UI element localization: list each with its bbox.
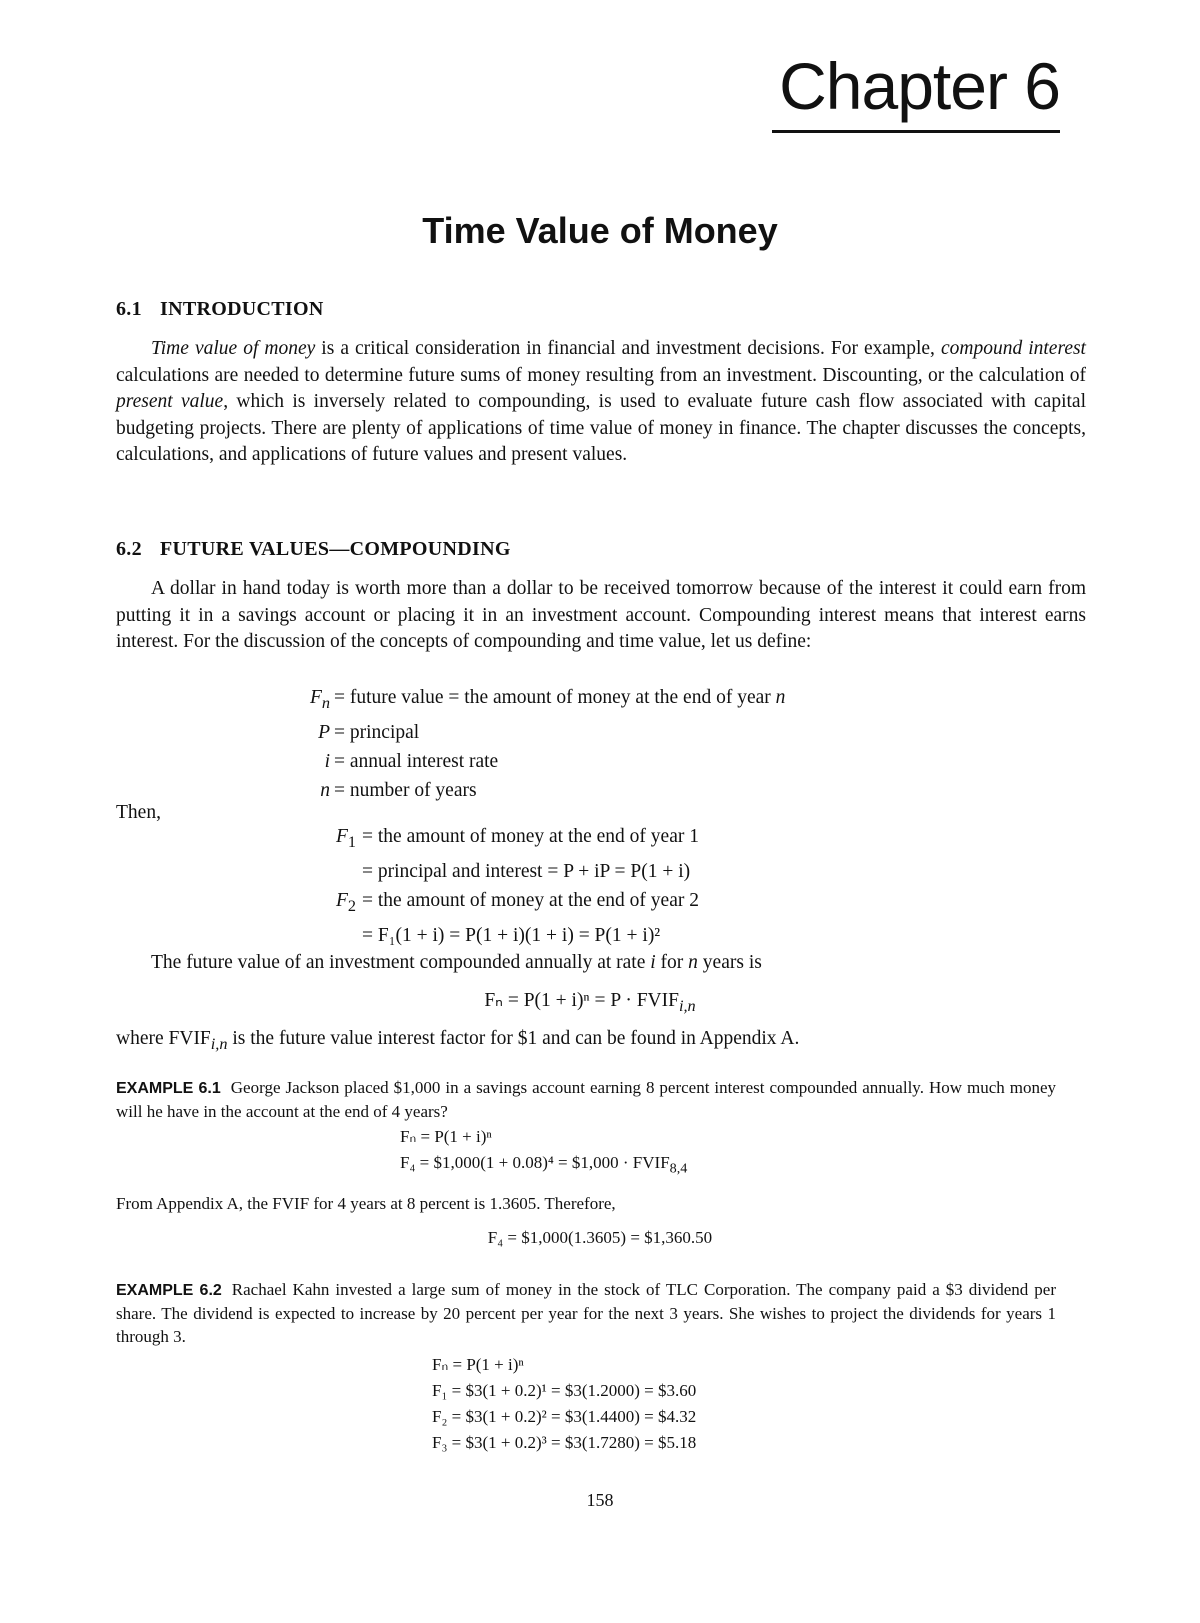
fvif-note-part: where FVIF [116, 1028, 211, 1049]
chapter-rule [772, 130, 1060, 133]
fv-intro-i: i [650, 952, 656, 973]
chapter-title: Time Value of Money [422, 210, 778, 251]
fv-formula-sub: i,n [678, 996, 696, 1015]
derivation-line [316, 822, 699, 857]
example-equation: Fₙ = P(1 + i)ⁿ [400, 1127, 492, 1146]
example-6-1-from [116, 1192, 1056, 1215]
deriv-symbol: F [335, 889, 348, 911]
section-6-1-body [116, 336, 1086, 469]
fv-intro [116, 950, 1086, 977]
def-symbol: P [318, 721, 330, 743]
page-number: 158 [586, 1490, 614, 1510]
definition-row [280, 718, 785, 747]
fv-intro-n: n [688, 952, 698, 973]
def-text: = annual interest rate [334, 750, 499, 772]
term-time-value: Time value of money [151, 338, 316, 359]
example-equation [400, 1150, 687, 1181]
fvif-note-sub: i,n [210, 1034, 228, 1053]
deriv-text: = the amount of money at the end of year 2 [362, 889, 699, 911]
def-symbol: F [309, 687, 322, 708]
compounding-paragraph: A dollar in hand today is worth more than a dollar to be received tomorrow because of the interest it could earn from putting it in a savings account or placing it in an investment account. Compounding interest means that interest earns interest. For the discussion of the concepts of compounding and time value, let us define: [116, 578, 1086, 652]
def-symbol: n [320, 779, 330, 801]
derivation-line [316, 921, 699, 950]
def-subscript: n [321, 693, 330, 712]
example-label: EXAMPLE 6.1 [116, 1080, 221, 1097]
section-number: 6.1 [116, 298, 142, 320]
section-title: INTRODUCTION [160, 298, 324, 320]
fvif-note [116, 1026, 1086, 1057]
def-text: = principal [334, 721, 420, 743]
section-6-1-heading [116, 298, 324, 321]
def-text: = future value = the amount of money at the end of year [334, 687, 776, 708]
section-title: FUTURE VALUES—COMPOUNDING [160, 538, 511, 560]
example-6-2-equations [432, 1352, 696, 1456]
def-tail: n [775, 687, 786, 708]
derivation-line [316, 857, 699, 886]
intro-paragraph [116, 336, 1086, 469]
example-equation-sub: 8,4 [669, 1160, 688, 1177]
definition-row [280, 683, 785, 718]
section-number: 6.2 [116, 538, 142, 560]
example-label: EXAMPLE 6.2 [116, 1282, 222, 1299]
section-6-2-heading [116, 538, 511, 561]
example-equation: F₃ = $3(1 + 0.2)³ = $3(1.7280) = $5.18 [432, 1433, 697, 1452]
example-6-2 [116, 1278, 1056, 1348]
fv-intro-part: years is [697, 952, 762, 973]
term-present-value: present value [116, 391, 224, 412]
def-symbol: i [324, 750, 330, 772]
fvif-note-text [116, 1026, 1086, 1057]
intro-text-2: calculations are needed to determine future sums of money resulting from an investment. Discounting, or the calculation of [116, 364, 1086, 386]
example-from-text: From Appendix A, the FVIF for 4 years at 8 percent is 1.3605. Therefore, [116, 1194, 616, 1213]
intro-text-3: , which is inversely related to compounding, is used to evaluate future cash flow associated with capital budgeting projects. There are plenty of applications of time value of money in finance. The chapter discusses the concepts, calculations, and applications of future values and present values. [116, 391, 1086, 465]
deriv-subscript: 2 [347, 896, 356, 915]
fv-intro-part: for [655, 952, 689, 973]
fvif-note-part: is the future value interest factor for $1 and can be found in Appendix A. [227, 1028, 800, 1049]
def-text: = number of years [334, 779, 477, 801]
deriv-text: = principal and interest = P + iP = P(1 + i) [362, 860, 691, 882]
example-text: George Jackson placed $1,000 in a savings account earning 8 percent interest compounded annually. How much money will he have in the account at the end of 4 years? [116, 1078, 1057, 1121]
chapter-heading: Chapter 6 [779, 49, 1060, 123]
example-equation-text: F₄ = $1,000(1 + 0.08)⁴ = $1,000 · FVIF [400, 1153, 670, 1172]
definition-row [280, 747, 785, 776]
example-equation: F₁ = $3(1 + 0.2)¹ = $3(1.2000) = $3.60 [432, 1381, 697, 1400]
example-6-1 [116, 1076, 1056, 1123]
fv-formula-text: Fₙ = P(1 + i)ⁿ = P · FVIF [484, 990, 679, 1011]
intro-text-1: is a critical consideration in financial and investment decisions. For example, [315, 338, 941, 359]
example-equation: Fₙ = P(1 + i)ⁿ [432, 1355, 524, 1374]
fv-formula [0, 988, 1190, 1016]
deriv-text: = F₁(1 + i) = P(1 + i)(1 + i) = P(1 + i)² [362, 924, 661, 946]
example-text: Rachael Kahn invested a large sum of money in the stock of TLC Corporation. The company paid a $3 dividend per share. The dividend is expected to increase by 20 percent per year for the next 3 years. She wishes to project the dividends for years 1 through 3. [116, 1280, 1056, 1346]
fv-intro-text [116, 950, 1086, 977]
deriv-symbol: F [335, 826, 348, 847]
term-compound-interest: compound interest [940, 338, 1086, 359]
example-6-1-result: F₄ = $1,000(1.3605) = $1,360.50 [487, 1228, 713, 1247]
deriv-subscript: 1 [347, 832, 356, 851]
example-6-1-equations [400, 1124, 687, 1181]
section-6-2-body [116, 576, 1086, 656]
derivation-block [316, 822, 699, 950]
fv-intro-part: The future value of an investment compounded annually at rate [151, 952, 651, 973]
derivation-line [316, 886, 699, 921]
deriv-text: = the amount of money at the end of year 1 [362, 826, 699, 847]
example-equation: F₂ = $3(1 + 0.2)² = $3(1.4400) = $4.32 [432, 1407, 697, 1426]
definitions-list [280, 683, 785, 805]
then-text: Then, [116, 802, 161, 823]
